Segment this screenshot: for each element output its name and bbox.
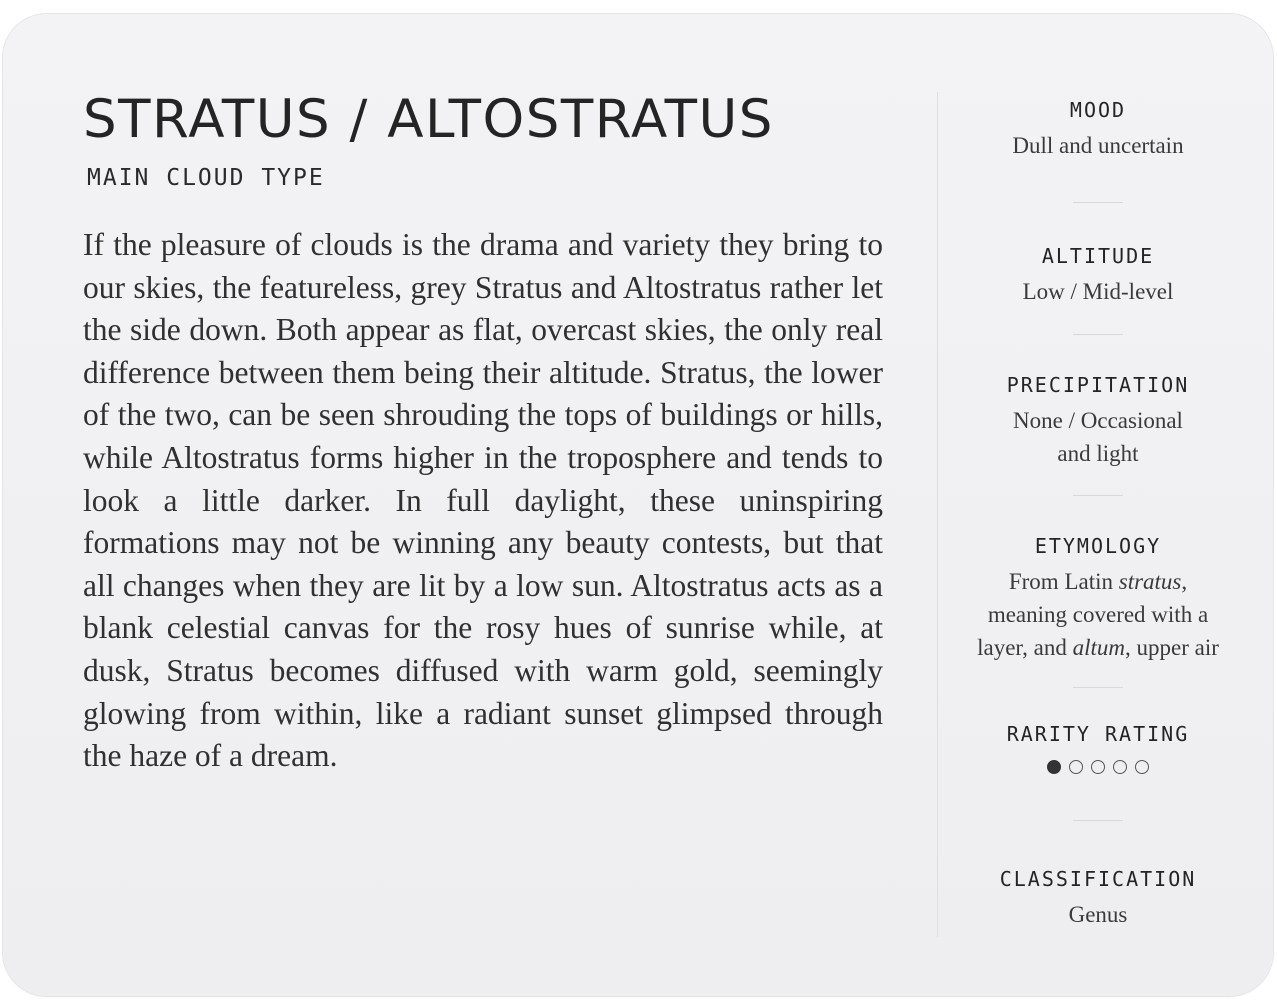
- fact-mood: [953, 98, 1243, 162]
- fact-rarity-label: RARITY RATING: [1006, 722, 1190, 746]
- etymology-text: ,: [1181, 569, 1188, 594]
- card-description: If the pleasure of clouds is the drama and variety they bring to our skies, the featureless, grey Stratus and Altostratus rather let the side down. Both appear as flat, overcast skies, the only real difference between them being their altitude. Stratus, the lower of the two, can be seen shrouding the tops of buildings or hills, while Altostratus forms higher in the troposphere and tends to look a little darker. In full daylight, these uninspiring formations may not be winning any beauty contests, but that all changes when they are lit by a low sun. Altostratus acts as a blank celestial canvas for the rosy hues of sunrise while, at dusk, Stratus becomes diffused with warm gold, seemingly glowing from within, like a radiant sunset glimpsed through the haze of a dream.: [83, 227, 883, 774]
- fact-altitude-label: ALTITUDE: [1041, 244, 1155, 268]
- fact-altitude-value: Low / Mid-level: [1022, 279, 1174, 304]
- fact-mood-value: Dull and uncertain: [1012, 133, 1184, 158]
- fact-separator: [1073, 334, 1123, 335]
- fact-separator: [1073, 202, 1123, 203]
- rarity-dot-empty: [1091, 760, 1105, 774]
- etymology-text: , upper air: [1125, 635, 1219, 660]
- column-divider: [937, 92, 938, 937]
- rarity-rating-dots: [953, 760, 1243, 774]
- fact-rarity: [953, 722, 1243, 774]
- fact-precipitation: [953, 373, 1243, 470]
- rarity-dot-empty: [1069, 760, 1083, 774]
- fact-precipitation-label: PRECIPITATION: [1006, 373, 1190, 397]
- fact-altitude: [953, 244, 1243, 308]
- etymology-term-altum: altum: [1072, 635, 1125, 660]
- fact-precipitation-line1: None / Occasional: [1013, 408, 1183, 433]
- card-title: STRATUS / ALTOSTRATUS: [83, 89, 774, 150]
- etymology-text: meaning covered with a: [987, 602, 1209, 627]
- fact-mood-label: MOOD: [1069, 98, 1127, 122]
- etymology-text: layer, and: [977, 635, 1073, 660]
- cloud-card: [3, 14, 1273, 996]
- fact-etymology: [953, 534, 1243, 664]
- rarity-dot-empty: [1113, 760, 1127, 774]
- fact-separator: [1073, 687, 1123, 688]
- fact-precipitation-value: [953, 404, 1243, 470]
- fact-separator: [1073, 820, 1123, 821]
- fact-separator: [1073, 495, 1123, 496]
- fact-etymology-label: ETYMOLOGY: [1034, 534, 1162, 558]
- etymology-text: From Latin: [1008, 569, 1119, 594]
- rarity-dot-filled: [1047, 760, 1061, 774]
- card-subtitle: MAIN CLOUD TYPE: [87, 165, 325, 191]
- fact-classification-value: Genus: [1068, 902, 1128, 927]
- fact-precipitation-line2: and light: [1057, 441, 1139, 466]
- fact-classification-label: CLASSIFICATION: [999, 867, 1197, 891]
- etymology-term-stratus: stratus: [1118, 569, 1182, 594]
- rarity-dot-empty: [1135, 760, 1149, 774]
- fact-etymology-value: [953, 565, 1243, 664]
- fact-classification: [953, 867, 1243, 931]
